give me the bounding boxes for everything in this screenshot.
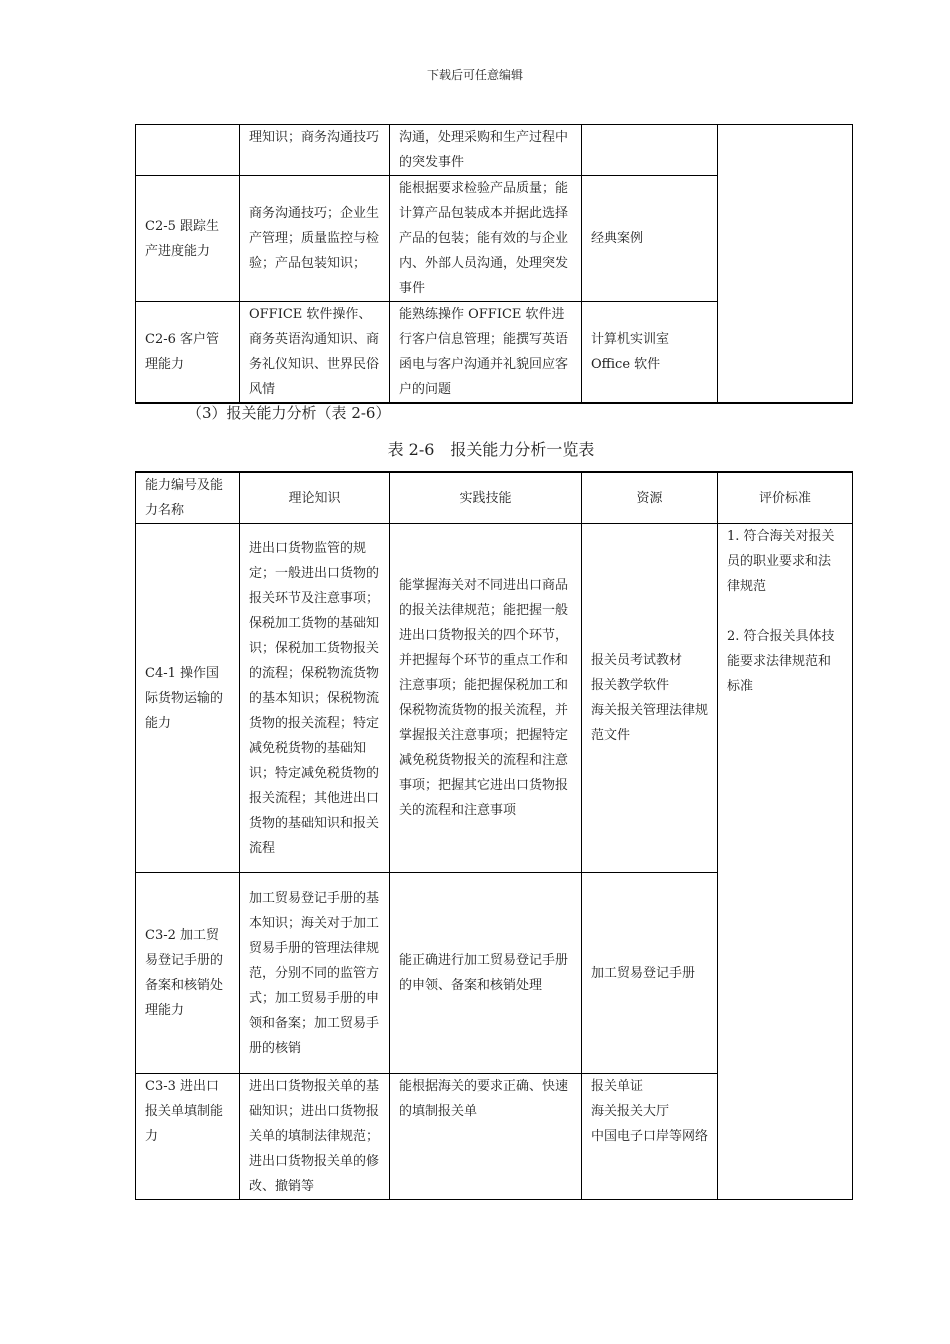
resource-line: 海关报关管理法律规范文件 — [591, 703, 709, 743]
practice-cell: 能正确进行加工贸易登记手册的申领、备案和核销处理 — [390, 873, 582, 1074]
ability-name-cell: C3-3 进出口报关单填制能力 — [136, 1074, 240, 1200]
table-2-6 — [135, 471, 853, 1200]
resource-cell — [582, 302, 718, 404]
ability-name-cell — [136, 125, 240, 176]
theory-cell: 商务沟通技巧；企业生产管理；质量监控与检验；产品包装知识； — [240, 176, 390, 302]
column-header: 评价标准 — [718, 472, 853, 524]
resource-cell — [582, 873, 718, 1074]
column-header: 资源 — [582, 472, 718, 524]
resource-line: 海关报关大厅 — [591, 1104, 670, 1119]
resource-cell — [582, 524, 718, 873]
ability-name-cell: C2-5 跟踪生产进度能力 — [136, 176, 240, 302]
resource-cell — [582, 1074, 718, 1200]
practice-cell: 能掌握海关对不同进出口商品的报关法律规范；能把握一般进出口货物报关的四个环节，并把握每个环节的重点工作和注意事项；能把握保税加工和保税物流货物的报关流程，并掌握报关注意事项；把握特定减免税货物报关的流程和注意事项；把握其它进出口货物报关的流程和注意事项 — [390, 524, 582, 873]
criteria-item: 1. 符合海关对报关员的职业要求和法律规范 — [727, 529, 835, 594]
resource-cell — [582, 125, 718, 176]
resource-line: 加工贸易登记手册 — [591, 965, 696, 981]
practice-cell: 沟通，处理采购和生产过程中的突发事件 — [390, 125, 582, 176]
resource-line: 计算机实训室 — [591, 332, 670, 347]
criteria-cell — [718, 524, 853, 1200]
table-row — [136, 125, 853, 176]
theory-cell: 理知识；商务沟通技巧 — [240, 125, 390, 176]
theory-cell: 加工贸易登记手册的基本知识；海关对于加工贸易手册的管理法律规范，分别不同的监管方式；加工贸易手册的申领和备案；加工贸易手册的核销 — [240, 873, 390, 1074]
resource-line: 报关单证 — [591, 1079, 644, 1094]
practice-cell: 能根据要求检验产品质量；能计算产品包装成本并据此选择产品的包装；能有效的与企业内、外部人员沟通，处理突发事件 — [390, 176, 582, 302]
ability-name-cell: C4-1 操作国际货物运输的能力 — [136, 524, 240, 873]
practice-cell: 能根据海关的要求正确、快速的填制报关单 — [390, 1074, 582, 1200]
table-row — [136, 524, 853, 873]
theory-cell: OFFICE 软件操作、商务英语沟通知识、商务礼仪知识、世界民俗风情 — [240, 302, 390, 404]
ability-name-cell: C3-2 加工贸易登记手册的备案和核销处理能力 — [136, 873, 240, 1074]
column-header: 理论知识 — [240, 472, 390, 524]
resource-cell: 经典案例 — [582, 176, 718, 302]
table-caption: 表 2-6 报关能力分析一览表 — [387, 440, 595, 459]
table-header-row — [136, 472, 853, 524]
criteria-item: 2. 符合报关具体技能要求法律规范和标准 — [727, 629, 835, 694]
practice-cell: 能熟练操作 OFFICE 软件进行客户信息管理；能撰写英语函电与客户沟通并礼貌回应客户的问题 — [390, 302, 582, 404]
resource-line: 报关员考试教材 — [591, 653, 683, 668]
page-header: 下载后可任意编辑 — [426, 68, 523, 82]
section-title: （3）报关能力分析（表 2-6） — [187, 404, 391, 422]
resource-line: Office 软件 — [591, 357, 661, 372]
criteria-cell — [718, 125, 853, 404]
resource-line: 报关教学软件 — [591, 678, 670, 693]
resource-line: 中国电子口岸等网络 — [591, 1129, 709, 1144]
column-header: 实践技能 — [390, 472, 582, 524]
theory-cell: 进出口货物报关单的基础知识；进出口货物报关单的填制法律规范；进出口货物报关单的修改、撤销等 — [240, 1074, 390, 1200]
theory-cell: 进出口货物监管的规定；一般进出口货物的报关环节及注意事项；保税加工货物的基础知识；保税加工货物报关的流程；保税物流货物的基本知识；保税物流货物的报关流程；特定减免税货物的基础知识；特定减免税货物的报关流程；其他进出口货物的基础知识和报关流程 — [240, 524, 390, 873]
column-header: 能力编号及能力名称 — [136, 472, 240, 524]
ability-name-cell: C2-6 客户管理能力 — [136, 302, 240, 404]
table-2-5-continued — [135, 124, 853, 404]
